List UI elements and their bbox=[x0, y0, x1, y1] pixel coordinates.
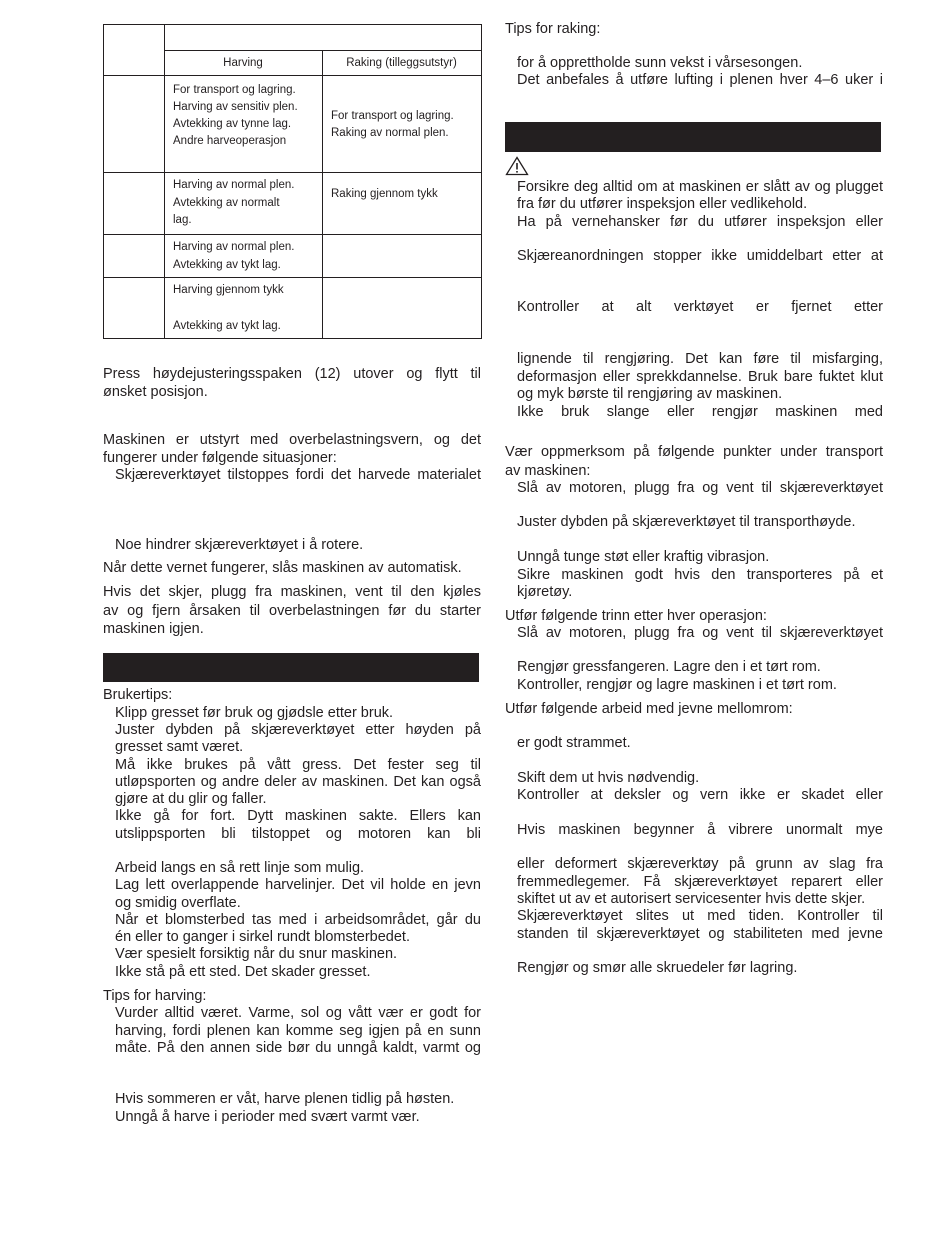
table-line-h3 bbox=[103, 172, 481, 173]
section-heading-bar-left bbox=[103, 653, 479, 682]
raking-tip-line: Det anbefales å utføre lufting i plenen hver 4–6 uker i bbox=[517, 72, 883, 88]
transport-line: Vær oppmerksom på følgende punkter under transport bbox=[505, 444, 883, 460]
list-item: Ikke bruk slange eller rengjør maskinen med bbox=[517, 404, 883, 420]
list-item: Slå av motoren, plugg fra og vent til skjæreverktøyet bbox=[517, 625, 883, 641]
table-divider-col2 bbox=[322, 50, 323, 339]
list-item: Slå av motoren, plugg fra og vent til skjæreverktøyet bbox=[517, 480, 883, 496]
list-item: Arbeid langs en så rett linje som mulig. bbox=[115, 860, 365, 876]
list-item: er godt strammet. bbox=[517, 735, 631, 751]
overload-bullet: Noe hindrer skjæreverktøyet i å rotere. bbox=[115, 537, 364, 553]
table-cell: Avtekking av tykt lag. bbox=[173, 259, 281, 271]
list-item: Vurder alltid været. Varme, sol og vått vær er godt for bbox=[115, 1005, 481, 1021]
list-item: Forsikre deg alltid om at maskinen er slått av og plugget bbox=[517, 179, 883, 195]
list-item: Ikke gå for fort. Dytt maskinen sakte. Ellers kan bbox=[115, 808, 481, 824]
table-cell: For transport og lagring. bbox=[331, 110, 454, 122]
table-cell: Avtekking av tykt lag. bbox=[173, 320, 281, 332]
list-item: Hvis sommeren er våt, harve plenen tidlig på høsten. bbox=[115, 1091, 455, 1107]
list-item: eller deformert skjæreverktøy på grunn av slag fra bbox=[517, 856, 883, 872]
list-item: Sikre maskinen godt hvis den transporteres på et bbox=[517, 567, 883, 583]
overload-after: Når dette vernet fungerer, slås maskinen av automatisk. bbox=[103, 560, 462, 576]
list-item: Unngå tunge støt eller kraftig vibrasjon. bbox=[517, 549, 770, 565]
table-border-top bbox=[103, 24, 481, 25]
press-text-line: ønsket posisjon. bbox=[103, 384, 208, 400]
list-item: Unngå å harve i perioder med svært varmt vær. bbox=[115, 1109, 420, 1125]
list-item: Kontroller at deksler og vern ikke er skadet eller bbox=[517, 787, 883, 803]
table-cell: Harving av sensitiv plen. bbox=[173, 101, 298, 113]
list-item: lignende til rengjøring. Det kan føre til misfarging, bbox=[517, 351, 883, 367]
list-item: Hvis maskinen begynner å vibrere unormalt mye bbox=[517, 822, 883, 838]
list-item: måte. På den annen side bør du unngå kaldt, varmt og bbox=[115, 1040, 481, 1056]
list-item: harving, fordi plenen kan komme seg igjen på en sunn bbox=[115, 1023, 481, 1039]
list-item: Ha på vernehansker før du utfører inspeksjon eller bbox=[517, 214, 883, 230]
list-item: fremmedlegemer. Få skjæreverktøyet reparert eller bbox=[517, 874, 883, 890]
table-header-harving: Harving bbox=[223, 57, 263, 69]
list-item: skiftet ut av et autorisert servicesenter hvis dette skjer. bbox=[517, 891, 866, 907]
list-item: og myk børste til rengjøring av maskinen. bbox=[517, 386, 783, 402]
table-line-h5 bbox=[103, 277, 481, 278]
user-tips-heading: Brukertips: bbox=[103, 687, 173, 703]
table-cell: For transport og lagring. bbox=[173, 84, 296, 96]
list-item: fra før du utfører inspeksjon eller vedlikehold. bbox=[517, 196, 808, 212]
list-item: utløpsporten og andre deler av maskinen. Det kan også bbox=[115, 774, 481, 790]
table-line-h2 bbox=[103, 75, 481, 76]
list-item: Lag lett overlappende harvelinjer. Det vil holde en jevn bbox=[115, 877, 481, 893]
table-border-left bbox=[103, 24, 104, 339]
table-cell: Avtekking av normalt bbox=[173, 197, 280, 209]
table-cell: Harving av normal plen. bbox=[173, 241, 295, 253]
table-header-raking: Raking (tilleggsutstyr) bbox=[346, 57, 457, 69]
list-item: og smidig overflate. bbox=[115, 895, 241, 911]
list-item: Klipp gresset før bruk og gjødsle etter bruk. bbox=[115, 705, 394, 721]
list-item: Skjæreanordningen stopper ikke umiddelbart etter at bbox=[517, 248, 883, 264]
list-item: deformasjon eller sprekkdannelse. Bruk bare fuktet klut bbox=[517, 369, 883, 385]
list-item: Juster dybden på skjæreverktøyet til transporthøyde. bbox=[517, 514, 856, 530]
restart-line: maskinen igjen. bbox=[103, 621, 204, 637]
press-text-line: Press høydejusteringsspaken (12) utover og flytt til bbox=[103, 366, 481, 382]
list-item: Ikke stå på ett sted. Det skader gresset. bbox=[115, 964, 371, 980]
table-line-h1 bbox=[164, 50, 481, 51]
list-item: gjøre at du glir og faller. bbox=[115, 791, 267, 807]
table-line-h4 bbox=[103, 234, 481, 235]
overload-bullet: Skjæreverktøyet tilstoppes fordi det harvede materialet bbox=[115, 467, 481, 483]
list-item: Rengjør gressfangeren. Lagre den i et tørt rom. bbox=[517, 659, 821, 675]
list-item: Kontroller at alt verktøyet er fjernet etter bbox=[517, 299, 883, 315]
list-item: Kontroller, rengjør og lagre maskinen i et tørt rom. bbox=[517, 677, 837, 693]
table-border-bottom bbox=[103, 338, 481, 339]
list-item: Skjæreverktøyet slites ut med tiden. Kontroller til bbox=[517, 908, 883, 924]
table-border-right bbox=[481, 24, 482, 339]
list-item: Juster dybden på skjæreverktøyet etter høyden på bbox=[115, 722, 481, 738]
list-item: utslippsporten bli tilstoppet og motoren kan bli bbox=[115, 826, 481, 842]
restart-line: Hvis det skjer, plugg fra maskinen, vent til den kjøles bbox=[103, 584, 481, 600]
overload-text-line: fungerer under følgende situasjoner: bbox=[103, 450, 337, 466]
table-cell: Harving gjennom tykk bbox=[173, 284, 284, 296]
list-item: én eller to ganger i sirkel rundt blomsterbedet. bbox=[115, 929, 410, 945]
section-heading-bar-right bbox=[505, 122, 881, 152]
list-item: kjøretøy. bbox=[517, 584, 573, 600]
list-item: Når et blomsterbed tas med i arbeidsområdet, går du bbox=[115, 912, 481, 928]
raking-tips-heading: Tips for raking: bbox=[505, 21, 601, 37]
list-item: Må ikke brukes på vått gress. Det fester seg til bbox=[115, 757, 481, 773]
harving-tips-heading: Tips for harving: bbox=[103, 988, 207, 1004]
warning-triangle-icon bbox=[505, 156, 529, 176]
raking-tip-line: for å opprettholde sunn vekst i vårsesongen. bbox=[517, 55, 803, 71]
list-item: Vær spesielt forsiktig når du snur maskinen. bbox=[115, 946, 398, 962]
list-item: Skift dem ut hvis nødvendig. bbox=[517, 770, 700, 786]
table-cell: Raking gjennom tykk bbox=[331, 188, 438, 200]
overload-text-line: Maskinen er utstyrt med overbelastningsvern, og det bbox=[103, 432, 481, 448]
table-cell: lag. bbox=[173, 214, 192, 226]
restart-line: av og fjern årsaken til overbelastningen før du starter bbox=[103, 603, 481, 619]
table-cell: Andre harveoperasjon bbox=[173, 135, 287, 147]
list-item: Rengjør og smør alle skruedeler før lagring. bbox=[517, 960, 798, 976]
table-cell: Harving av normal plen. bbox=[173, 179, 295, 191]
list-item: gresset samt været. bbox=[115, 739, 244, 755]
regular-heading: Utfør følgende arbeid med jevne mellomrom: bbox=[505, 701, 793, 717]
after-op-heading: Utfør følgende trinn etter hver operasjon: bbox=[505, 608, 767, 624]
list-item: standen til skjæreverktøyet og stabiliteten med jevne bbox=[517, 926, 883, 942]
table-cell: Raking av normal plen. bbox=[331, 127, 449, 139]
transport-line: av maskinen: bbox=[505, 463, 591, 479]
table-cell: Avtekking av tynne lag. bbox=[173, 118, 292, 130]
